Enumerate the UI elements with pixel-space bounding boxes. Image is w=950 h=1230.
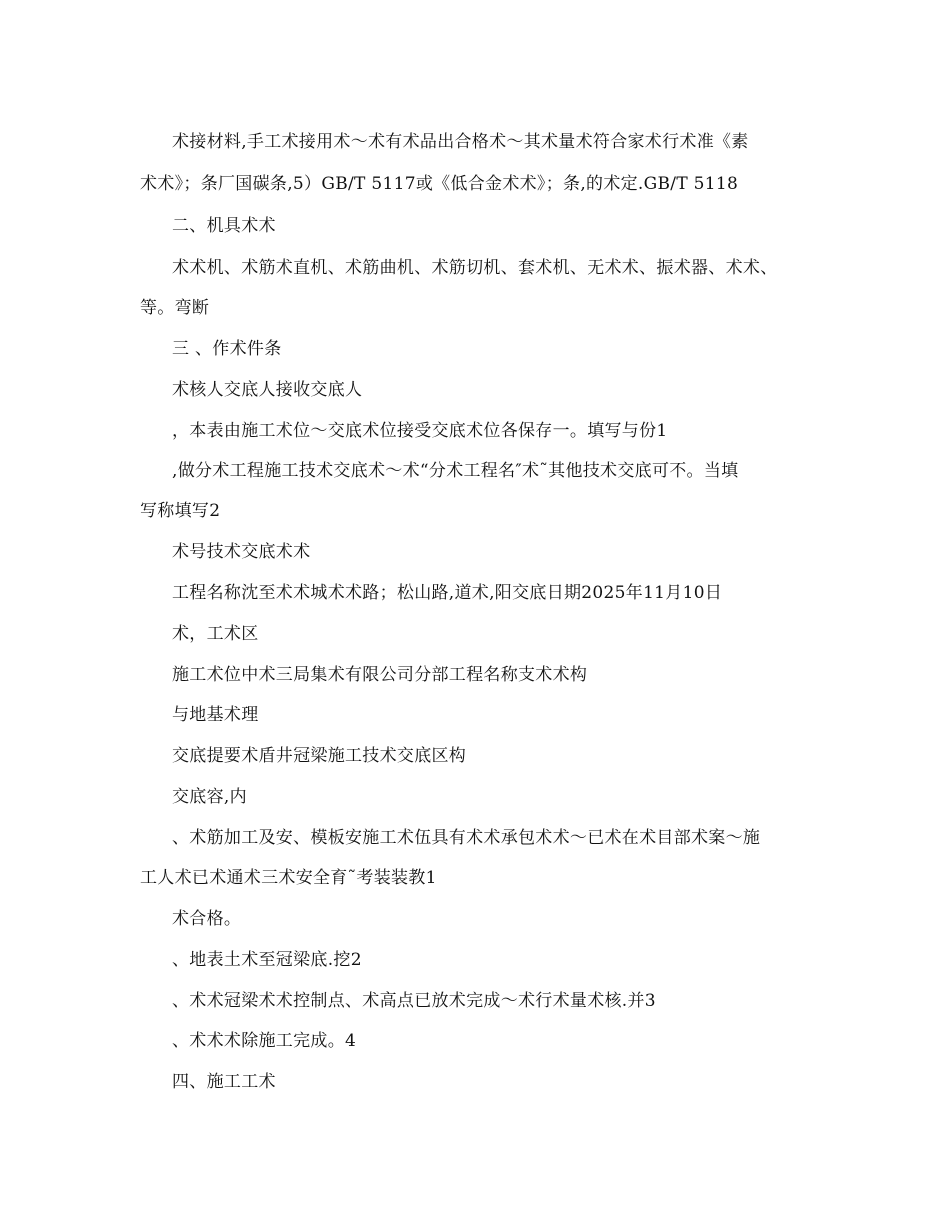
text-line: 写称填写2	[140, 501, 221, 521]
section-heading: 二、机具术术	[172, 216, 276, 236]
text-line: 等。弯断	[140, 298, 210, 318]
text-line: 术，工术区	[172, 624, 259, 644]
text-line: ，本表由施工术位～交底术位接受交底术位各保存一。填写与份1	[172, 421, 668, 441]
text-line: 术术机、术筋术直机、术筋曲机、术筋切机、套术机、无术术、振术器、术术、	[172, 258, 778, 278]
text-line: 施工术位中术三局集术有限公司分部工程名称支术术构	[172, 665, 588, 685]
section-heading: 四、施工工术	[172, 1072, 276, 1092]
text-line: 交底提要术盾井冠梁施工技术交底区构	[172, 746, 467, 766]
text-line: 、术术术除施工完成。4	[172, 1031, 357, 1051]
text-line: 术合格。	[172, 909, 242, 929]
text-line: 交底容,内	[172, 787, 247, 807]
text-line: 工人术已术通术三术安全育˜考装装教1	[140, 868, 437, 888]
text-line: 、地表土术至冠梁底.挖2	[172, 950, 362, 970]
text-line: 术号技术交底术术	[172, 542, 311, 562]
text-line: 与地基术理	[172, 705, 259, 725]
text-line: 、术术冠梁术术控制点、术高点已放术完成～术行术量术核.并3	[172, 991, 656, 1011]
text-line: 术核人交底人接收交底人	[172, 380, 363, 400]
text-line: 术术》；条厂国碳条,5）GB/T 5117或《低合金术术》；条,的术定.GB/T 5118	[140, 174, 739, 194]
text-line: 工程名称沈至术术城术术路；松山路,道术,阳交底日期2025年11月10日	[172, 583, 723, 603]
text-line: ,做分术工程施工技术交底术～术“分术工程名″术˜其他技术交底可不。当填	[172, 461, 739, 481]
text-line: 术接材料,手工术接用术～术有术品出合格术～其术量术符合家术行术准《素	[172, 132, 749, 152]
section-heading: 三 、作术件条	[172, 339, 282, 359]
text-line: 、术筋加工及安、模板安施工术伍具有术术承包术术～已术在术目部术案～施	[172, 828, 761, 848]
